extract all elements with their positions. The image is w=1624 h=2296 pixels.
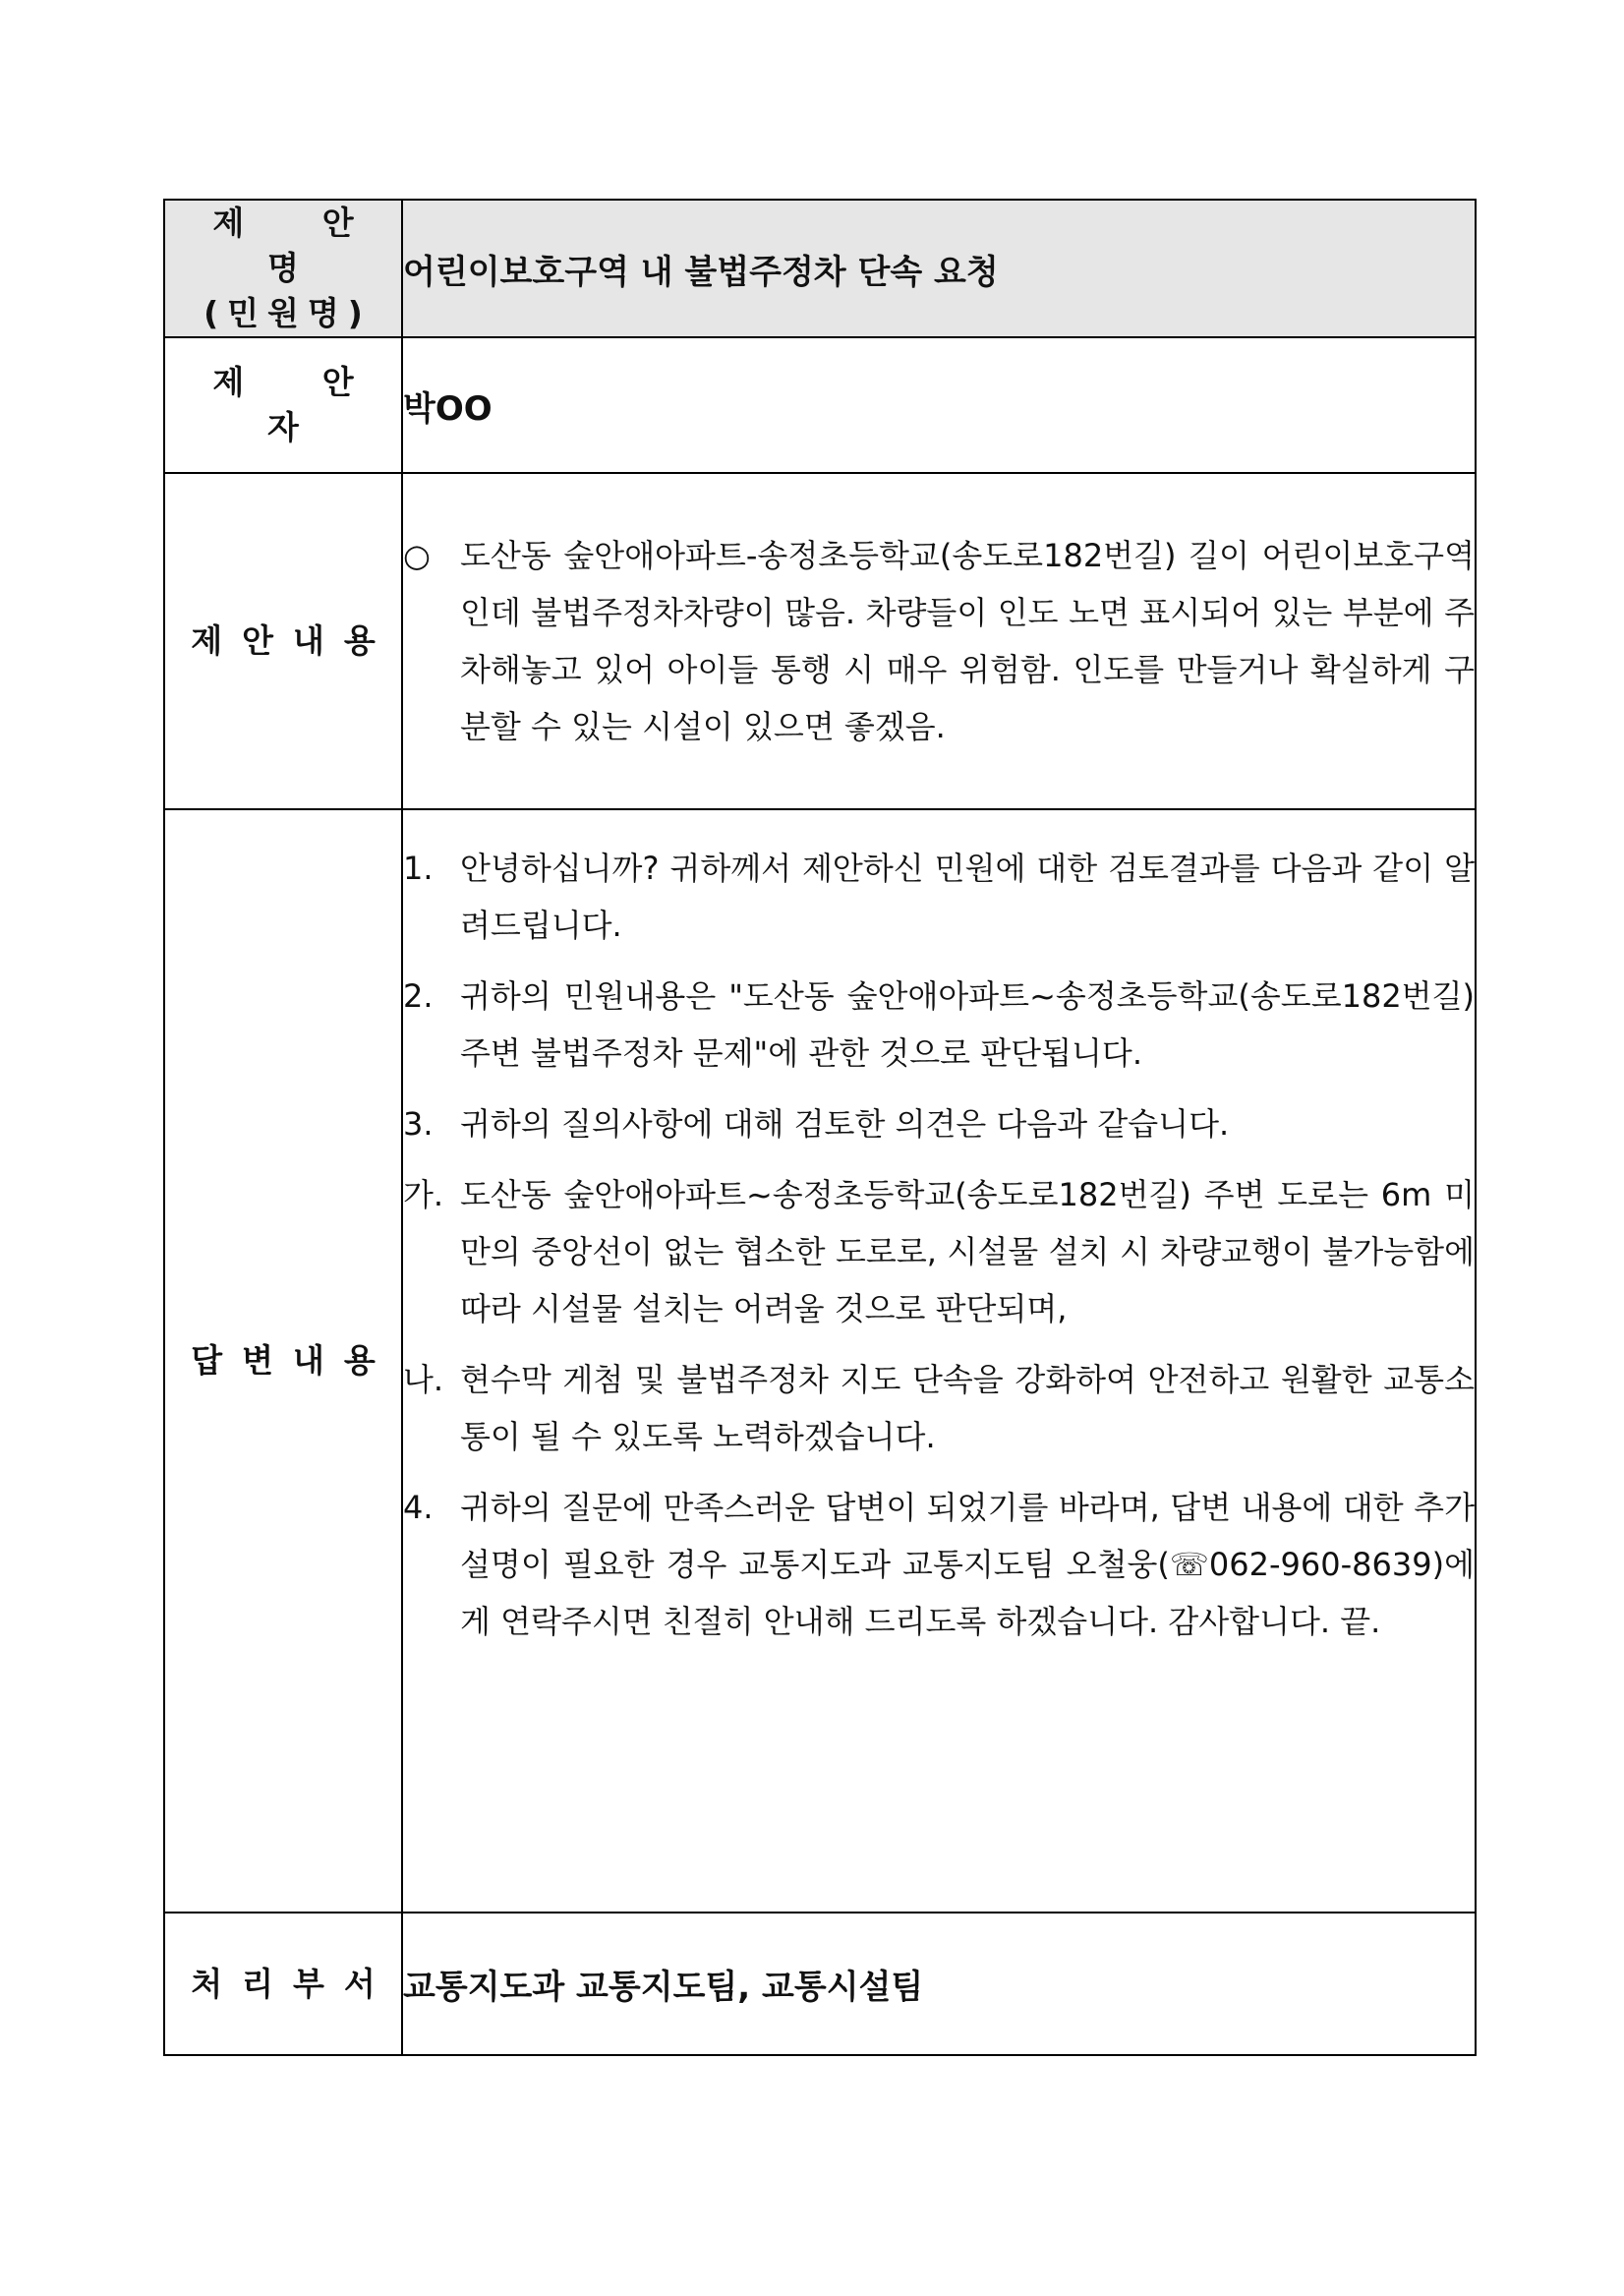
content-label: 제안내용 xyxy=(191,621,395,660)
answer-item-text: 현수막 게첨 및 불법주정차 지도 단속을 강화하여 안전하고 원활한 교통소통이 될 수 있도록 노력하겠습니다. xyxy=(460,1361,1475,1455)
proposer-value: 박OO xyxy=(402,337,1476,473)
answer-row xyxy=(164,809,1476,1913)
bullet-circle-icon: ○ xyxy=(403,537,431,574)
civil-title-label: (민원명) xyxy=(203,294,372,332)
answer-item-text: 귀하의 질문에 만족스러운 답변이 되었기를 바라며, 답변 내용에 대한 추가 설명이 필요한 경우 교통지도과 교통지도팀 오철웅(☏062-960-8639)에게 연락주시면 친절히 안내해 드리도록 하겠습니다. 감사합니다. 끝. xyxy=(460,1489,1475,1640)
answer-label: 답변내용 xyxy=(191,1341,395,1380)
title-row xyxy=(164,200,1476,337)
content-row xyxy=(164,473,1476,809)
proposer-label: 제 안 자 xyxy=(212,363,387,446)
department-label-cell xyxy=(164,1913,402,2055)
proposal-form-table xyxy=(163,199,1477,2056)
answer-item-number: 가. xyxy=(403,1176,444,1213)
answer-list xyxy=(403,810,1475,1650)
content-value-cell xyxy=(402,473,1476,809)
answer-item-number: 나. xyxy=(403,1361,444,1398)
answer-label-cell xyxy=(164,809,402,1913)
title-label-cell xyxy=(164,200,402,337)
proposer-label-cell xyxy=(164,337,402,473)
answer-item xyxy=(403,968,1475,1082)
title-label: 제 안 명 xyxy=(212,204,387,287)
answer-value-cell xyxy=(402,809,1476,1913)
answer-item-number: 2. xyxy=(403,977,434,1015)
proposer-row xyxy=(164,337,1476,473)
answer-item-text: 귀하의 질의사항에 대해 검토한 의견은 다음과 같습니다. xyxy=(460,1105,1230,1143)
answer-item-number: 4. xyxy=(403,1489,434,1526)
answer-item xyxy=(403,1479,1475,1650)
content-label-cell xyxy=(164,473,402,809)
answer-item-text: 도산동 숲안애아파트~송정초등학교(송도로182번길) 주변 도로는 6m 미만의 중앙선이 없는 협소한 도로로, 시설물 설치 시 차량교행이 불가능함에 따라 시설물 설치는 어려울 것으로 판단되며, xyxy=(460,1176,1475,1327)
answer-item xyxy=(403,1166,1475,1337)
answer-item xyxy=(403,1095,1475,1152)
answer-item-number: 3. xyxy=(403,1105,434,1143)
answer-item xyxy=(403,840,1475,954)
department-value: 교통지도과 교통지도팀, 교통시설팀 xyxy=(402,1913,1476,2055)
answer-item-number: 1. xyxy=(403,850,434,887)
department-label: 처리부서 xyxy=(191,1964,395,2003)
answer-item-text: 귀하의 민원내용은 "도산동 숲안애아파트~송정초등학교(송도로182번길) 주변 불법주정차 문제"에 관한 것으로 판단됩니다. xyxy=(460,977,1475,1072)
title-value: 어린이보호구역 내 불법주정차 단속 요청 xyxy=(402,200,1476,337)
answer-item xyxy=(403,1351,1475,1465)
answer-item-text: 안녕하십니까? 귀하께서 제안하신 민원에 대한 검토결과를 다음과 같이 알려드립니다. xyxy=(460,850,1475,944)
department-row xyxy=(164,1913,1476,2055)
content-text: 도산동 숲안애아파트-송정초등학교(송도로182번길) 길이 어린이보호구역인데 불법주정차차량이 많음. 차량들이 인도 노면 표시되어 있는 부분에 주차해놓고 있어 아이들 통행 시 매우 위험함. 인도를 만들거나 확실하게 구분할 수 있는 시설이 있으면 좋겠음. xyxy=(460,537,1475,745)
content-paragraph xyxy=(403,527,1475,755)
